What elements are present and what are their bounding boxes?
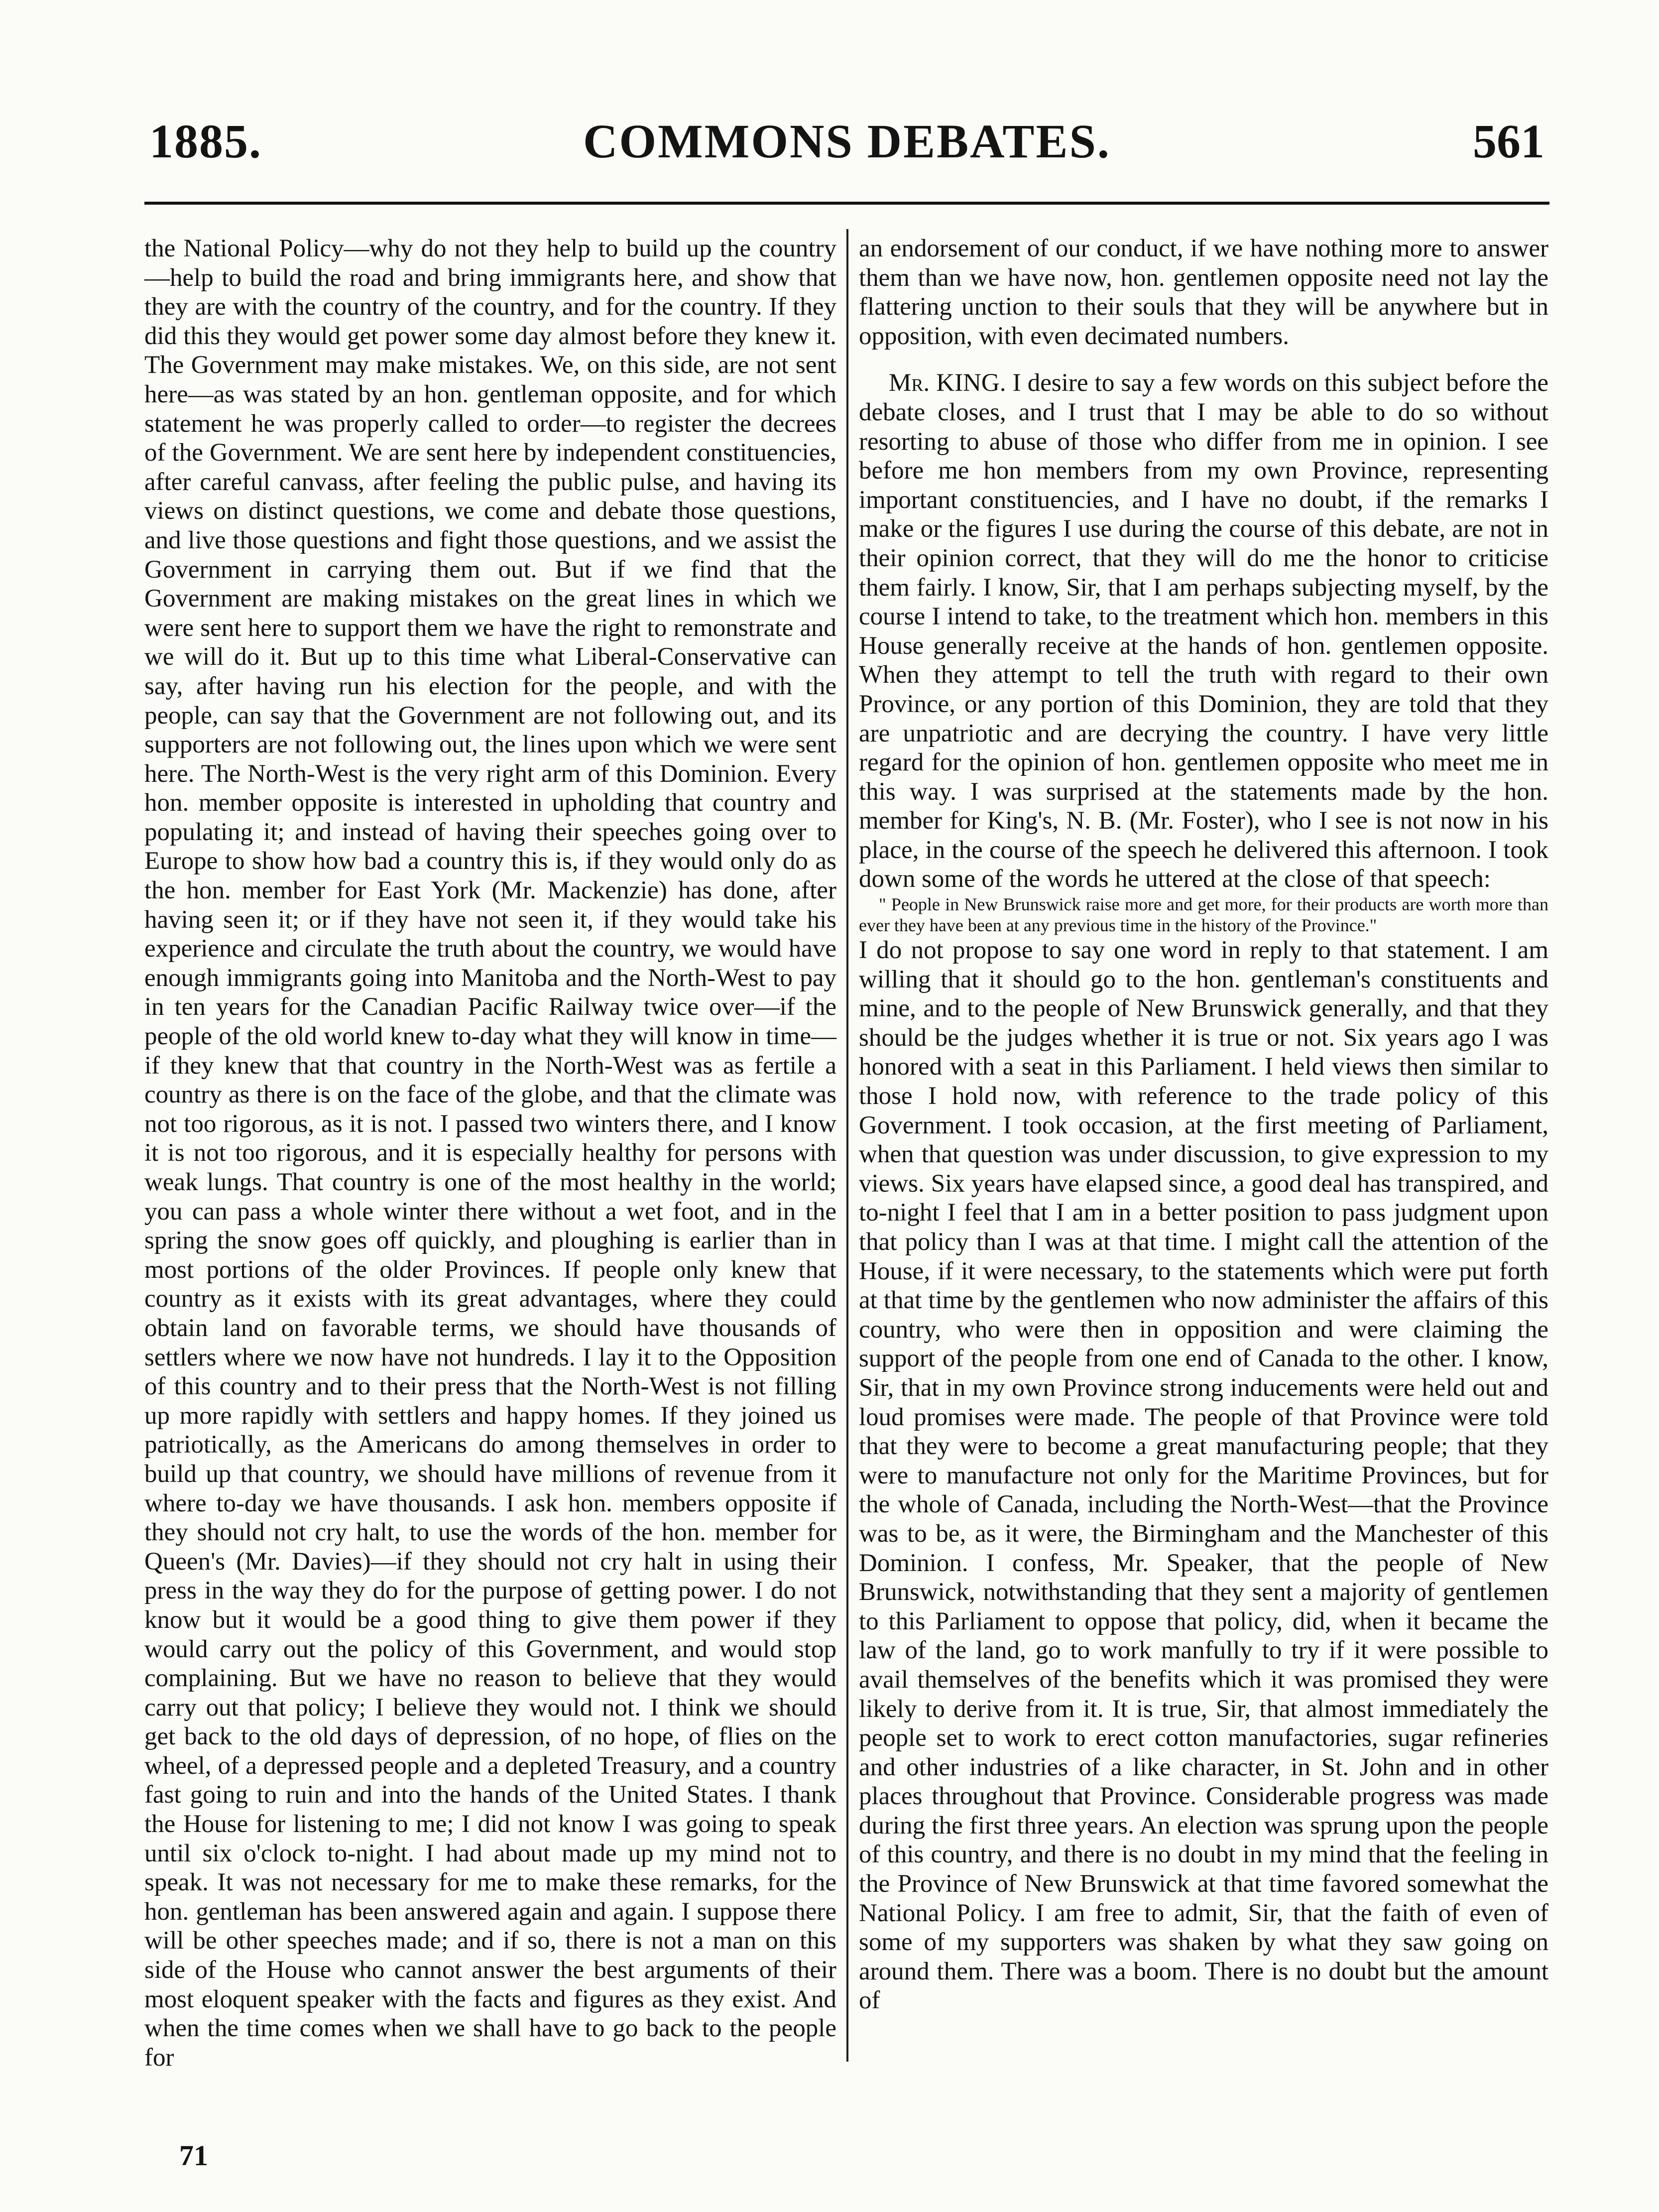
right-paragraph-2 <box>859 369 1548 894</box>
column-divider <box>846 229 848 2062</box>
speaker-name: Mr. KING. <box>889 369 1006 397</box>
speech-text: I desire to say a few words on this subject before the debate closes, and I trust that I may be able to do so without resorting to abuse of those who differ from me in opinion. I see before me hon members from my own Province, representing important constituencies, and I have no doubt, if the remarks I make or the figures I use during the course of this debate, are not in their opinion correct, that they will do me the honor to criticise them fairly. I know, Sir, that I am perhaps subjecting myself, by the course I intend to take, to the treatment which hon. members in this House generally receive at the hands of hon. gentlemen opposite. When they attempt to tell the truth with regard to their own Province, or any portion of this Dominion, they are told that they are unpatriotic and are decrying the country. I have very little regard for the opinion of hon. gentlemen opposite who meet me in this way. I was surprised at the statements made by the hon. member for King's, N. B. (Mr. Foster), who I see is not now in his place, in the course of the speech he delivered this afternoon. I took down some of the words he uttered at the close of that speech: <box>859 369 1548 893</box>
quotation: " People in New Brunswick raise more and get more, for their products are worth more than ever they have been at any previous time in the history of the Province." <box>859 894 1548 936</box>
right-paragraph-1: an endorsement of our conduct, if we have nothing more to answer them than we have now, hon. gentlemen opposite need not lay the flattering unction to their souls that they will be anywhere but in opposition, with even decimated numbers. <box>859 235 1548 350</box>
header-title: COMMONS DEBATES. <box>583 115 1111 168</box>
signature-mark: 71 <box>179 2139 208 2172</box>
right-paragraph-3: I do not propose to say one word in reply to that statement. I am willing that it should go to the hon. gentleman's constituents and mine, and to the people of New Brunswick generally, and that they should be the judges whether it is true or not. Six years ago I was honored with a seat in this Parliament. I held views then similar to those I hold now, with reference to the trade policy of this Government. I took occasion, at the first meeting of Parliament, when that question was under discussion, to give expression to my views. Six years have elapsed since, a good deal has transpired, and to-night I feel that I am in a better position to pass judgment upon that policy than I was at that time. I might call the attention of the House, if it were necessary, to the statements which were put forth at that time by the gentlemen who now administer the affairs of this country, who were then in opposition and were claiming the support of the people from one end of Canada to the other. I know, Sir, that in my own Province strong inducements were held out and loud promises were made. The people of that Province were told that they were to become a great manufacturing people; that they were to manufacture not only for the Maritime Provinces, but for the whole of Canada, including the North-West—that the Province was to be, as it were, the Birmingham and the Manchester of this Dominion. I confess, Mr. Speaker, that the people of New Brunswick, notwithstanding that they sent a majority of gentlemen to this Parliament to oppose that policy, did, when it became the law of the land, go to work manfully to try if it were possible to avail themselves of the benefits which it was promised they were likely to derive from it. It is true, Sir, that almost immediately the people set to work to erect cotton manufactories, sugar refineries and other industries of a like character, in St. John and in other places throughout that Province. Considerable progress was made during the first three years. An election was sprung upon the people of this country, and there is no doubt in my mind that the feeling in the Province of New Brunswick at that time favored somewhat the National Policy. I am free to admit, Sir, that the faith of even of some of my supporters was shaken by what they saw going on around them. There was a boom. There is no doubt but the amount of <box>859 936 1548 2015</box>
header-rule <box>144 202 1549 209</box>
left-paragraph-1: the National Policy—why do not they help to build up the country—help to build the road and bring immigrants here, and show that they are with the country of the country, and for the country. If they did this they would get power some day almost before they knew it. The Government may make mistakes. We, on this side, are not sent here—as was stated by an hon. gentleman opposite, and for which statement he was properly called to order—to register the decrees of the Government. We are sent here by independent constituencies, after careful canvass, after feeling the public pulse, and having its views on distinct questions, we come and debate those questions, and live those questions and fight those questions, and we assist the Government in carrying them out. But if we find that the Government are making mistakes on the great lines in which we were sent here to support them we have the right to remonstrate and we will do it. But up to this time what Liberal-Conservative can say, after having run his election for the people, and with the people, can say that the Government are not following out, and its supporters are not following out, the lines upon which we were sent here. The North-West is the very right arm of this Dominion. Every hon. member opposite is interested in upholding that country and populating it; and instead of having their speeches going over to Europe to show how bad a country this is, if they would only do as the hon. member for East York (Mr. Mackenzie) has done, after having seen it; or if they have not seen it, if they would take his experience and circulate the truth about the country, we would have enough immigrants going into Manitoba and the North-West to pay in ten years for the Canadian Pacific Railway twice over—if the people of the old world knew to-day what they will know in time—if they knew that that country in the North-West was as fertile a country as there is on the face of the globe, and that the climate was not too rigorous, as it is not. I passed two winters there, and I know it is not too rigorous, and it is especially healthy for persons with weak lungs. That country is one of the most healthy in the world; you can pass a whole winter there without a wet foot, and in the spring the snow goes off quickly, and ploughing is earlier than in most portions of the older Provinces. If people only knew that country as it exists with its great advantages, where they could obtain land on favorable terms, we should have thousands of settlers where we now have not hundreds. I lay it to the Opposition of this country and to their press that the North-West is not filling up more rapidly with settlers and happy homes. If they joined us patriotically, as the Americans do among themselves in order to build up that country, we should have millions of revenue from it where to-day we have thousands. I ask hon. members opposite if they should not cry halt, to use the words of the hon. member for Queen's (Mr. Davies)—if they should not cry halt in using their press in the way they do for the purpose of getting power. I do not know but it would be a good thing to give them power if they would carry out the policy of this Government, and would stop complaining. But we have no reason to believe that they would carry out that policy; I believe they would not. I think we should get back to the old days of depression, of no hope, of flies on the wheel, of a depressed people and a depleted Treasury, and a country fast going to ruin and into the hands of the United States. I thank the House for listening to me; I did not know I was going to speak until six o'clock to-night. I had about made up my mind not to speak. It was not necessary for me to make these remarks, for the hon. gentleman has been answered again and again. I suppose there will be other speeches made; and if so, there is not a man on this side of the House who cannot answer the best arguments of their most eloquent speaker with the facts and figures as they exist. And when the time comes when we shall have to go back to the people for <box>144 235 836 2072</box>
right-column <box>859 234 1548 2015</box>
header-year: 1885. <box>149 115 262 168</box>
header-page-number: 561 <box>1473 115 1544 168</box>
page-header <box>149 114 1544 188</box>
left-column <box>144 234 836 2072</box>
